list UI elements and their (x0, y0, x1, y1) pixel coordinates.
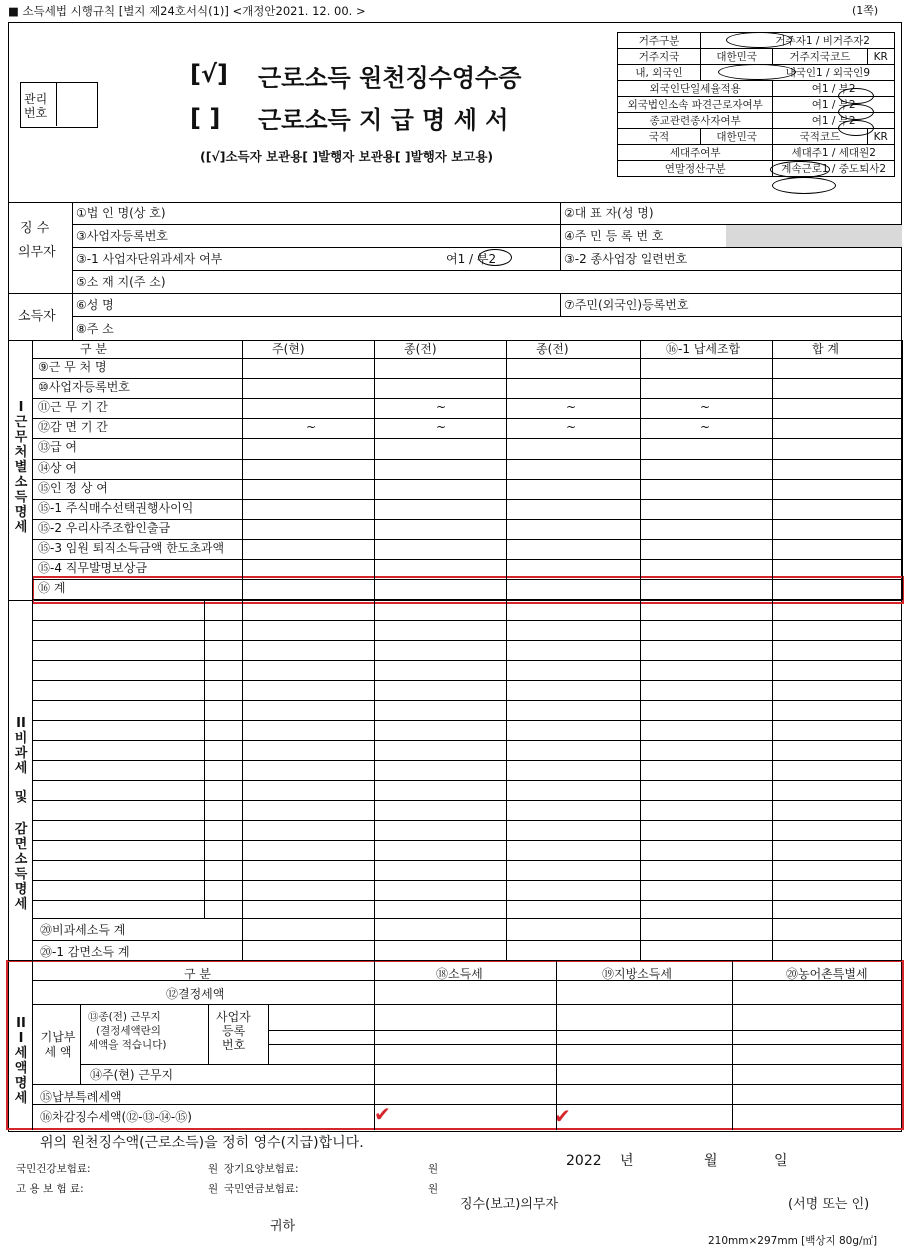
won-1: 원 (208, 1163, 219, 1175)
earner-address-label: ⑧주 소 (76, 322, 114, 336)
biz-reg-1: 사업자 (216, 1010, 251, 1024)
tilde-3-2: ~ (566, 420, 577, 435)
addressee: 귀하 (270, 1219, 296, 1234)
earner-label: 소득자 (18, 309, 56, 324)
diff-tax: ⑯차감징수세액(⑫-⑬-⑭-⑮) (40, 1110, 192, 1124)
branch-no-label: ③-2 종사업장 일련번호 (564, 252, 688, 266)
earner-name-label: ⑥성 명 (76, 298, 114, 312)
sec1-col-header-3: 종(전) (536, 342, 569, 356)
biz-reg-2: 등록 (222, 1024, 246, 1038)
unit-tax-value: 여1 / 부2 (446, 252, 497, 266)
sec1-col-header-2: 종(전) (404, 342, 437, 356)
page-number: (1쪽) (852, 4, 879, 17)
sec1-col-header-0: 구 분 (80, 342, 107, 356)
title-statement: 근로소득 지 급 명 세 서 (258, 106, 509, 134)
prev-work-3: 세액을 적습니다) (88, 1039, 167, 1051)
sec1-row-9: ⑮-3 임원 퇴직소득금액 한도초과액 (38, 540, 225, 555)
check-mark-2: ✔ (554, 1104, 571, 1128)
circle-householder (770, 161, 830, 178)
tilde-2-1: ~ (566, 400, 577, 415)
sec1-row-2: ⑪근 무 기 간 (38, 400, 108, 415)
section1-label: I근무처별소득명세 (14, 400, 28, 535)
sec1-col-header-4: ⑯-1 납세조합 (666, 342, 741, 356)
section2-label-3: 감면소득명세 (14, 822, 28, 912)
sec1-row-11: ⑯ 계 (38, 581, 66, 596)
payer-label-2: 의무자 (18, 245, 56, 260)
section2-label-2: 및 (14, 790, 28, 805)
sec1-row-1: ⑩사업자등록번호 (38, 380, 130, 395)
sec1-row-7: ⑮-1 주식매수선택권행사이익 (38, 500, 194, 515)
circle-no-3 (838, 120, 874, 136)
circle-domestic (718, 64, 796, 80)
payer-sign-label: 징수(보고)의무자 (460, 1197, 559, 1212)
tilde-3-3: ~ (700, 420, 711, 435)
form-reference: ■ 소득세법 시행규칙 [별지 제24호서식(1)] <개정안2021. 12. 00. > (8, 4, 366, 18)
resident-no-label: ④주 민 등 록 번 호 (564, 229, 664, 243)
sec1-row-3: ⑫감 면 기 간 (38, 420, 108, 435)
col-income-tax: ⑱소득세 (436, 967, 483, 981)
sign-note[interactable]: (서명 또는 인) (788, 1197, 870, 1212)
nontax-total: ⑳비과세소득 계 (40, 923, 126, 937)
check-mark-1: ✔ (374, 1102, 391, 1126)
won-3: 원 (208, 1183, 219, 1195)
checkbox-receipt[interactable]: [√] (190, 60, 228, 88)
tilde-2-2: ~ (700, 400, 711, 415)
sec1-row-6: ⑮인 정 상 여 (38, 480, 108, 495)
day-unit: 일 (774, 1153, 788, 1169)
biz-reg-3: 번호 (222, 1038, 246, 1052)
tilde-2-0: ~ (436, 400, 447, 415)
sec1-row-10: ⑮-4 직무발명보상금 (38, 561, 147, 575)
year-value: 2022 (566, 1153, 602, 1169)
mgmt-label-2: 번호 (24, 106, 48, 120)
prepaid-tax: 기납부 세 액 (40, 1030, 76, 1059)
section3-label: III세액명세 (14, 1016, 28, 1106)
resident-info-table: 거주구분 거주자1 / 비거주자2 거주지국 대한민국 거주지국코드 KR 내, 외국인 내국인1 / 외국인9 외국인단일세율적용 여1 / 부2 외국법인소속 파견근로자여부 여1 / 부2 종교관련종사자여부 여1 / 부2 국적 대한민국 국적코드 KR 세대주여부 세대주1 / 세대원2 연말정산구분 계속근로1 / 중도퇴사2 (617, 32, 895, 177)
sec1-row-8: ⑮-2 우리사주조합인출금 (38, 520, 171, 535)
section2-label-1: II비과세 (14, 716, 28, 776)
sec1-row-5: ⑭상 여 (38, 460, 77, 475)
prev-work-1: ⑬종(전) 근무지 (88, 1011, 161, 1023)
checkbox-statement[interactable]: [ ] (190, 104, 221, 132)
corp-name-label: ①법 인 명(상 호) (76, 206, 166, 220)
copy-type: ([√]소득자 보관용[ ]발행자 보관용[ ]발행자 보고용) (200, 149, 494, 164)
sec1-row-4: ⑬급 여 (38, 440, 77, 455)
resident-opt1: 거주자1 (775, 35, 813, 47)
circle-no-1 (838, 88, 874, 104)
longterm-care: 장기요양보험료: (224, 1163, 299, 1175)
statement: 위의 원천징수액(근로소득)을 정히 영수(지급)합니다. (40, 1135, 364, 1151)
circle-no-2 (838, 104, 874, 120)
resident-number-gray (726, 225, 902, 247)
current-work: ⑭주(현) 근무지 (90, 1068, 174, 1082)
title-receipt: 근로소득 원천징수영수증 (258, 64, 522, 92)
pension: 국민연금보험료: (224, 1183, 299, 1195)
earner-id-label: ⑦주민(외국인)등록번호 (564, 298, 689, 312)
circle-unit-no (478, 249, 512, 266)
mgmt-label-1: 관리 (24, 92, 48, 106)
payer-label-1: 징 수 (20, 221, 50, 236)
reduced-total: ⑳-1 감면소득 계 (40, 945, 130, 959)
employment-insurance: 고 용 보 험 료: (16, 1183, 84, 1195)
sec1-col-header-5: 합 계 (812, 342, 839, 356)
month-unit: 월 (704, 1153, 718, 1169)
tilde-3-1: ~ (436, 420, 447, 435)
col-rural-tax: ⑳농어촌특별세 (786, 967, 868, 981)
special-tax: ⑮납부특례세액 (40, 1090, 122, 1104)
year-unit: 년 (620, 1153, 634, 1169)
health-insurance: 국민건강보험료: (16, 1163, 91, 1175)
sec1-col-header-1: 주(현) (272, 342, 305, 356)
unit-tax-label: ③-1 사업자단위과세자 여부 (76, 252, 223, 266)
circle-continuing (772, 177, 836, 194)
prev-work-2: (결정세액란의 (96, 1025, 161, 1037)
sec1-row-0: ⑨근 무 처 명 (38, 360, 107, 374)
circle-resident (726, 32, 792, 48)
determined-tax: ⑫결정세액 (166, 987, 225, 1001)
won-4: 원 (428, 1183, 439, 1195)
address-label: ⑤소 재 지(주 소) (76, 275, 166, 289)
won-2: 원 (428, 1163, 439, 1175)
rep-name-label: ②대 표 자(성 명) (564, 206, 654, 220)
biz-no-label: ③사업자등록번호 (76, 229, 168, 243)
paper-spec: 210mm×297mm [백상지 80g/㎡] (708, 1235, 878, 1247)
col-local-tax: ⑲지방소득세 (602, 967, 672, 981)
sec3-header: 구 분 (184, 967, 211, 981)
tilde-3-0: ~ (306, 420, 317, 435)
